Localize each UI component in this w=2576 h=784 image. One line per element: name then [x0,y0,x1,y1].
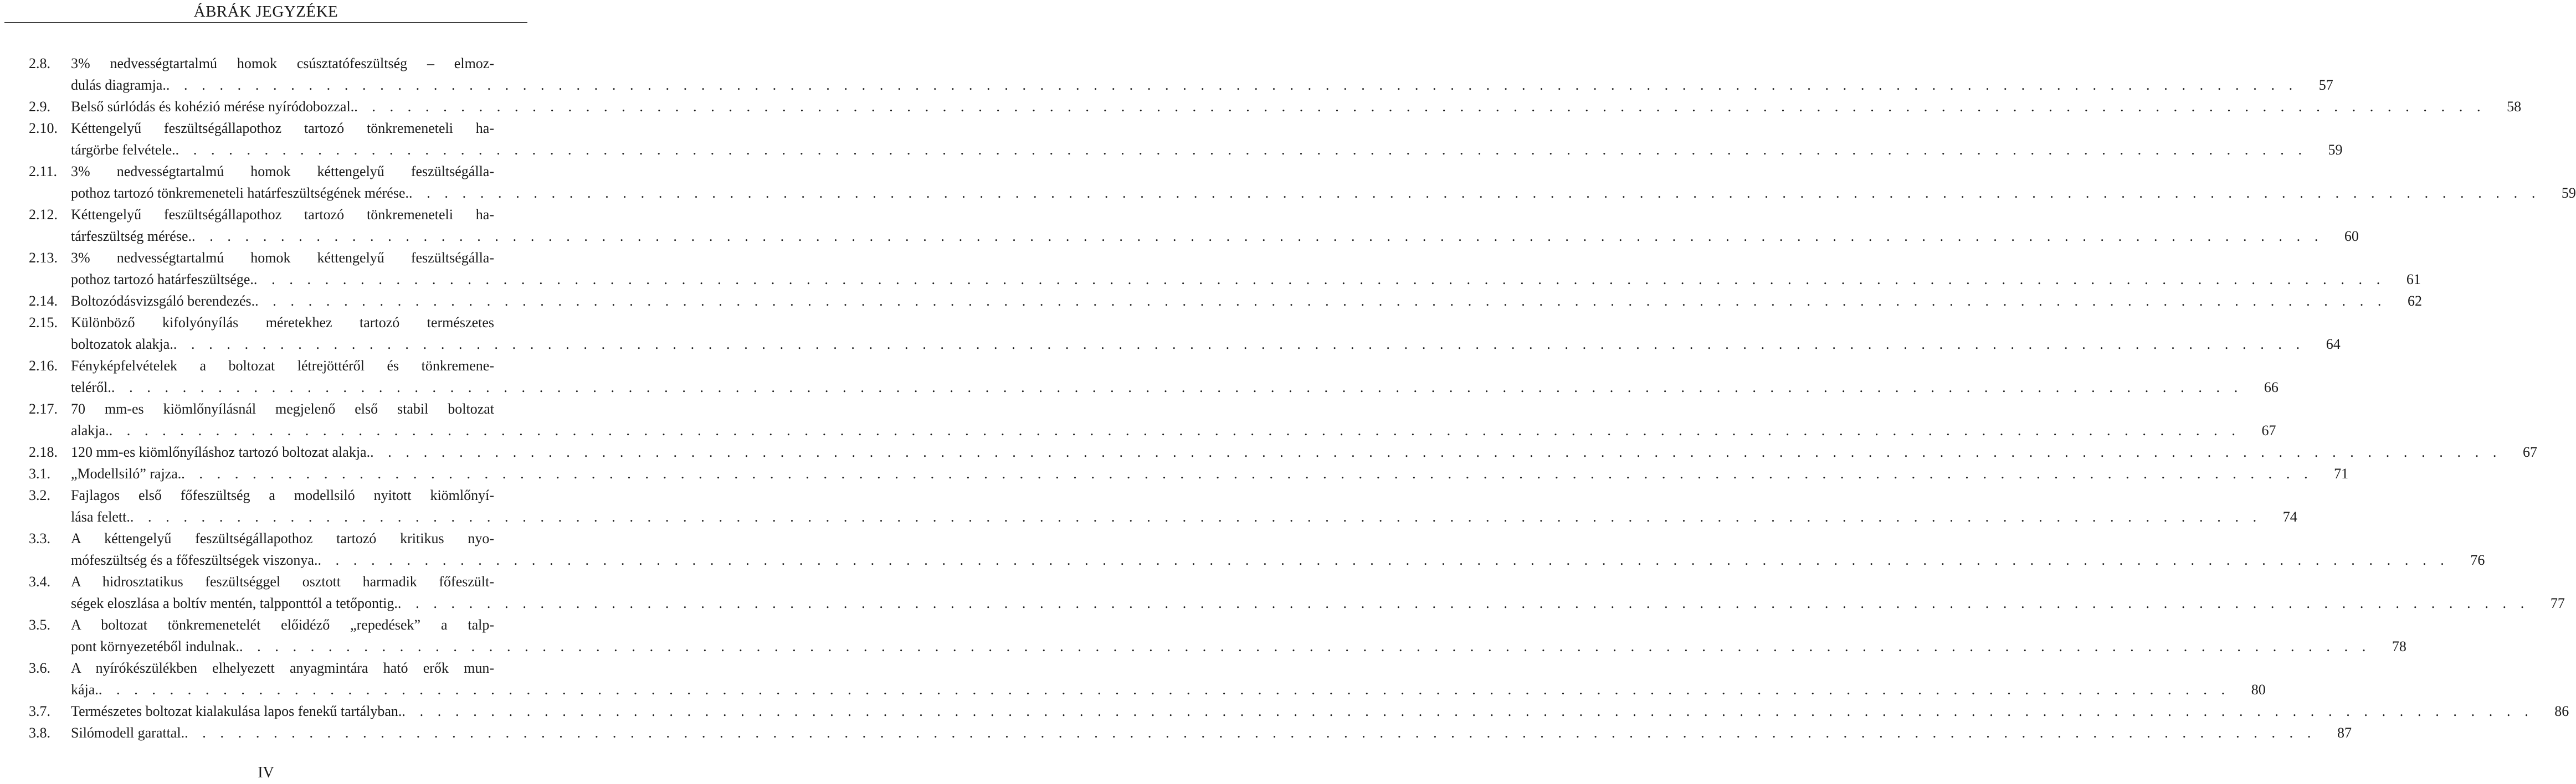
page-number: 74 [2282,509,2297,525]
page-number: 59 [2561,185,2576,201]
figure-number: 2.12. [29,207,58,223]
caption-last-line [71,506,2297,528]
figure-number: 2.14. [29,293,58,309]
figure-caption [71,722,2352,744]
caption-text: Természetes boltozat kialakulása lapos fenekű tartályban. [71,703,402,719]
figure-caption [71,355,2279,398]
page-number: 66 [2264,379,2279,395]
caption-last-line [71,225,2359,247]
figure-caption [71,161,2576,204]
dot-leader: . . . . . . . . . . . . . . . . . . . . . . . . . . . . . . . . . . . . . . . . . . . . . . . . . . . . . . . . . . . . . . . . . . . . . . . . . . . . . . . . . . . . . . . . . . . . . . . . . . . . . . . . . . . . . . . . . . . . . . . . [109,422,2241,439]
dot-leader: . . . . . . . . . . . . . . . . . . . . . . . . . . . . . . . . . . . . . . . . . . . . . . . . . . . . . . . . . . . . . . . . . . . . . . . . . . . . . . . . . . . . . . . . . . . . . . . . . . . . . . . . . . . . . . . . . . . . . . . . [175,142,2307,158]
dot-leader: . . . . . . . . . . . . . . . . . . . . . . . . . . . . . . . . . . . . . . . . . . . . . . . . . . . . . . . . . . . . . . . . . . . . . . . . . . . . . . . . . . . . . . . . . . . . . . . . . . . . . . . . . . . . . . . . . . . . . . . . [354,99,2486,115]
caption-text: mófeszültség és a főfeszültségek viszonya. [71,552,318,568]
figure-number: 2.11. [29,163,58,179]
dot-leader: . . . . . . . . . . . . . . . . . . . . . . . . . . . . . . . . . . . . . . . . . . . . . . . . . . . . . . . . . . . . . . . . . . . . . . . . . . . . . . . . . . . . . . . . . . . . . . . . . . . . . . . . . . . . . . . . . . . . . . . . [184,725,2316,741]
figure-caption [71,96,2521,117]
caption-text: pothoz tartozó tönkremeneteli határfeszültségének mérése. [71,185,409,201]
page-number: 86 [2554,703,2569,719]
page-number-footer: IV [258,764,274,781]
caption-text: alakja. [71,422,109,439]
toc-entry[interactable] [29,355,2279,398]
page-number: 76 [2470,552,2485,568]
figure-number: 3.6. [29,660,50,676]
figure-number: 2.15. [29,314,58,331]
caption-text: dulás diagramja. [71,77,166,93]
figure-caption [71,398,2276,441]
dot-leader: . . . . . . . . . . . . . . . . . . . . . . . . . . . . . . . . . . . . . . . . . . . . . . . . . . . . . . . . . . . . . . . . . . . . . . . . . . . . . . . . . . . . . . . . . . . . . . . . . . . . . . . . . . . . . . . . . . . . . . . . [166,77,2298,93]
caption-text: boltozatok alakja. [71,336,173,352]
figure-caption [71,441,2537,463]
caption-last-line [71,420,2276,441]
figure-number: 3.5. [29,617,50,633]
page-number: 58 [2507,99,2522,115]
caption-line: 3% nedvességtartalmú homok kéttengelyű feszültségálla- [71,163,494,179]
figure-number: 2.10. [29,120,58,136]
dot-leader: . . . . . . . . . . . . . . . . . . . . . . . . . . . . . . . . . . . . . . . . . . . . . . . . . . . . . . . . . . . . . . . . . . . . . . . . . . . . . . . . . . . . . . . . . . . . . . . . . . . . . . . . . . . . . . . . . . . . . . . . [239,638,2371,654]
dot-leader: . . . . . . . . . . . . . . . . . . . . . . . . . . . . . . . . . . . . . . . . . . . . . . . . . . . . . . . . . . . . . . . . . . . . . . . . . . . . . . . . . . . . . . . . . . . . . . . . . . . . . . . . . . . . . . . . . . . . . . . . [255,293,2387,309]
caption-last-line [71,333,2341,355]
figure-number: 2.9. [29,99,50,115]
dot-leader: . . . . . . . . . . . . . . . . . . . . . . . . . . . . . . . . . . . . . . . . . . . . . . . . . . . . . . . . . . . . . . . . . . . . . . . . . . . . . . . . . . . . . . . . . . . . . . . . . . . . . . . . . . . . . . . . . . . . . . . . [98,682,2230,698]
figure-caption [71,484,2297,528]
caption-line: Fényképfelvételek a boltozat létrejöttéről és tönkremene- [71,358,494,374]
caption-last-line [71,96,2521,117]
dot-leader: . . . . . . . . . . . . . . . . . . . . . . . . . . . . . . . . . . . . . . . . . . . . . . . . . . . . . . . . . . . . . . . . . . . . . . . . . . . . . . . . . . . . . . . . . . . . . . . . . . . . . . . . . . . . . . . . . . . . . . . . [181,466,2313,482]
toc-entry[interactable] [29,571,2565,614]
toc-entry[interactable] [29,484,2297,528]
figure-number: 3.3. [29,530,50,546]
figure-caption [71,290,2422,312]
caption-line: A boltozat tönkremenetelét előidéző „repedések” a talp- [71,617,494,633]
caption-last-line [71,700,2569,722]
toc-entry[interactable] [29,290,2423,312]
dot-leader: . . . . . . . . . . . . . . . . . . . . . . . . . . . . . . . . . . . . . . . . . . . . . . . . . . . . . . . . . . . . . . . . . . . . . . . . . . . . . . . . . . . . . . . . . . . . . . . . . . . . . . . . . . . . . . . . . . . . . . . . [397,595,2529,611]
caption-last-line [71,636,2406,657]
dot-leader: . . . . . . . . . . . . . . . . . . . . . . . . . . . . . . . . . . . . . . . . . . . . . . . . . . . . . . . . . . . . . . . . . . . . . . . . . . . . . . . . . . . . . . . . . . . . . . . . . . . . . . . . . . . . . . . . . . . . . . . . [317,552,2450,568]
figure-number: 2.8. [29,55,50,71]
dot-leader: . . . . . . . . . . . . . . . . . . . . . . . . . . . . . . . . . . . . . . . . . . . . . . . . . . . . . . . . . . . . . . . . . . . . . . . . . . . . . . . . . . . . . . . . . . . . . . . . . . . . . . . . . . . . . . . . . . . . . . . . [192,228,2323,244]
toc-entry[interactable] [29,722,2352,744]
caption-line: Fajlagos első főfeszültség a modellsiló nyitott kiömlőnyí- [71,487,494,503]
toc-entry[interactable] [29,700,2569,722]
figure-caption [71,528,2485,571]
page-number: 57 [2318,77,2333,93]
caption-line: 70 mm-es kiömlőnyílásnál megjelenő első stabil boltozat [71,401,494,417]
dot-leader: . . . . . . . . . . . . . . . . . . . . . . . . . . . . . . . . . . . . . . . . . . . . . . . . . . . . . . . . . . . . . . . . . . . . . . . . . . . . . . . . . . . . . . . . . . . . . . . . . . . . . . . . . . . . . . . . . . . . . . . . [111,379,2243,395]
page-number: 67 [2261,422,2276,439]
caption-text: lása felett. [71,509,130,525]
toc-entry[interactable] [29,463,2349,484]
caption-last-line [71,441,2537,463]
caption-text: tárfeszültség mérése. [71,228,192,244]
toc-entry[interactable] [29,398,2276,441]
figure-caption [71,247,2421,290]
toc-entry[interactable] [29,247,2421,290]
figure-caption [71,312,2341,355]
figure-caption [71,117,2343,161]
caption-line: A nyírókészülékben elhelyezett anyagmintára ható erők mun- [71,660,494,676]
dot-leader: . . . . . . . . . . . . . . . . . . . . . . . . . . . . . . . . . . . . . . . . . . . . . . . . . . . . . . . . . . . . . . . . . . . . . . . . . . . . . . . . . . . . . . . . . . . . . . . . . . . . . . . . . . . . . . . . . . . . . . . . [253,271,2385,287]
caption-text: „Modellsiló” rajza. [71,466,182,482]
caption-line: A kéttengelyű feszültségállapothoz tartozó kritikus nyo- [71,530,494,546]
figure-number: 2.16. [29,358,58,374]
figure-caption [71,53,2333,96]
caption-text: Boltozódásvizsgáló berendezés. [71,293,255,309]
page-number: 71 [2334,466,2349,482]
page-number: 87 [2337,725,2352,741]
caption-last-line [71,722,2352,744]
caption-line: Kéttengelyű feszültségállapothoz tartozó tönkremeneteli ha- [71,120,494,136]
figure-number: 3.2. [29,487,50,503]
page-header-title: ÁBRÁK JEGYZÉKE [193,3,338,20]
caption-last-line [71,139,2343,161]
caption-last-line [71,592,2565,614]
caption-text: Belső súrlódás és kohézió mérése nyíródobozzal. [71,99,355,115]
caption-text: kája. [71,682,99,698]
toc-entry[interactable] [29,528,2485,571]
dot-leader: . . . . . . . . . . . . . . . . . . . . . . . . . . . . . . . . . . . . . . . . . . . . . . . . . . . . . . . . . . . . . . . . . . . . . . . . . . . . . . . . . . . . . . . . . . . . . . . . . . . . . . . . . . . . . . . . . . . . . . . . [173,336,2305,352]
page-number: 64 [2326,336,2341,352]
toc-entry[interactable] [29,614,2406,657]
page-number: 78 [2392,638,2406,654]
page-number: 77 [2550,595,2565,611]
figure-number: 3.8. [29,725,50,741]
caption-text: pont környezetéből indulnak. [71,638,239,654]
figure-caption [71,204,2359,247]
caption-line: 3% nedvességtartalmú homok csúsztatófeszültség – elmoz- [71,55,494,71]
caption-last-line [71,269,2421,290]
figure-number: 3.7. [29,703,50,719]
caption-line: A hidrosztatikus feszültséggel osztott harmadik főfeszült- [71,574,494,590]
list-of-figures [29,53,2576,744]
caption-text: ségek eloszlása a boltív mentén, talpponttól a tetőpontig. [71,595,398,611]
figure-caption [71,700,2569,722]
page-number: 62 [2408,293,2423,309]
toc-entry[interactable] [29,96,2522,117]
caption-text: tárgörbe felvétele. [71,142,176,158]
header-rule [4,22,527,23]
page-number: 67 [2523,444,2537,460]
caption-text: Silómodell garattal. [71,725,185,741]
dot-leader: . . . . . . . . . . . . . . . . . . . . . . . . . . . . . . . . . . . . . . . . . . . . . . . . . . . . . . . . . . . . . . . . . . . . . . . . . . . . . . . . . . . . . . . . . . . . . . . . . . . . . . . . . . . . . . . . . . . . . . . . [402,703,2534,719]
caption-last-line [71,182,2576,204]
page-number: 80 [2251,682,2266,698]
caption-text: teléről. [71,379,111,395]
caption-text: pothoz tartozó határfeszültsége. [71,271,254,287]
page-number: 60 [2344,228,2359,244]
page-number: 61 [2406,271,2421,287]
figure-caption [71,463,2348,484]
figure-number: 3.1. [29,466,50,482]
figure-number: 2.17. [29,401,58,417]
figure-number: 2.13. [29,250,58,266]
dot-leader: . . . . . . . . . . . . . . . . . . . . . . . . . . . . . . . . . . . . . . . . . . . . . . . . . . . . . . . . . . . . . . . . . . . . . . . . . . . . . . . . . . . . . . . . . . . . . . . . . . . . . . . . . . . . . . . . . . . . . . . . [370,444,2502,460]
caption-line: 3% nedvességtartalmú homok kéttengelyű feszültségálla- [71,250,494,266]
figure-number: 3.4. [29,574,50,590]
toc-entry[interactable] [29,441,2537,463]
dot-leader: . . . . . . . . . . . . . . . . . . . . . . . . . . . . . . . . . . . . . . . . . . . . . . . . . . . . . . . . . . . . . . . . . . . . . . . . . . . . . . . . . . . . . . . . . . . . . . . . . . . . . . . . . . . . . . . . . . . . . . . . [409,185,2541,201]
caption-line: Különböző kifolyónyílás méretekhez tartozó természetes [71,314,494,331]
figure-caption [71,657,2266,700]
caption-last-line [71,74,2333,96]
caption-last-line [71,290,2422,312]
toc-entry[interactable] [29,204,2359,247]
caption-last-line [71,549,2485,571]
page-number: 59 [2328,142,2343,158]
dot-leader: . . . . . . . . . . . . . . . . . . . . . . . . . . . . . . . . . . . . . . . . . . . . . . . . . . . . . . . . . . . . . . . . . . . . . . . . . . . . . . . . . . . . . . . . . . . . . . . . . . . . . . . . . . . . . . . . . . . . . . . . [130,509,2262,525]
toc-entry[interactable] [29,117,2343,161]
caption-last-line [71,376,2279,398]
figure-number: 2.18. [29,444,58,460]
figure-caption [71,571,2565,614]
caption-last-line [71,679,2266,700]
caption-last-line [71,463,2348,484]
toc-entry[interactable] [29,53,2333,96]
toc-entry[interactable] [29,657,2266,700]
figure-caption [71,614,2406,657]
caption-line: Kéttengelyű feszültségállapothoz tartozó tönkremeneteli ha- [71,207,494,223]
caption-text: 120 mm-es kiömlőnyíláshoz tartozó boltozat alakja. [71,444,371,460]
toc-entry[interactable] [29,312,2341,355]
toc-entry[interactable] [29,161,2576,204]
